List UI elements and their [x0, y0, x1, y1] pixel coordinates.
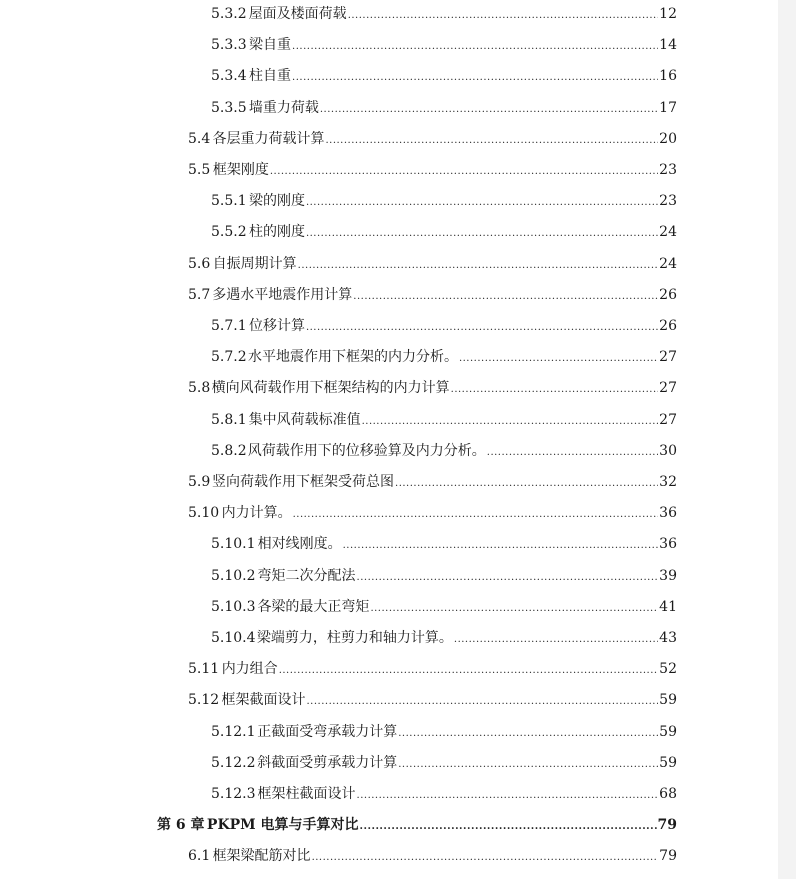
toc-entry-dot-leader — [343, 532, 659, 558]
toc-entry-title: 多遇水平地震作用计算 — [212, 286, 353, 303]
toc-entry[interactable] — [211, 33, 677, 57]
toc-entry-dot-leader — [353, 283, 658, 309]
toc-entry-dot-leader — [395, 470, 658, 496]
toc-entry-title: 横向风荷载作用下框架结构的内力计算 — [211, 380, 450, 397]
toc-entry-page-number: 36 — [659, 505, 677, 522]
toc-entry-page-number: 43 — [659, 630, 677, 646]
toc-entry-dot-leader — [370, 595, 658, 621]
toc-entry-page-number: 16 — [659, 68, 677, 85]
toc-entry-page-number: 26 — [659, 318, 677, 334]
toc-entry[interactable] — [211, 720, 677, 744]
toc-entry[interactable] — [211, 782, 677, 806]
toc-entry-title: PKPM 电算与手算对比 — [206, 817, 359, 834]
toc-entry-dot-leader — [279, 657, 658, 683]
toc-entry-page-number: 59 — [659, 723, 677, 740]
toc-entry-number: 5.3.4 — [211, 68, 247, 85]
toc-entry-dot-leader — [270, 158, 658, 184]
toc-entry-page-number: 41 — [659, 598, 677, 615]
toc-entry-number: 5.5.2 — [211, 224, 247, 241]
toc-entry[interactable] — [211, 408, 677, 432]
toc-entry-number: 5.8.2 — [211, 442, 247, 459]
toc-entry-dot-leader — [293, 501, 659, 527]
toc-entry-number: 5.12.1 — [211, 723, 256, 740]
toc-entry-page-number: 32 — [659, 474, 677, 490]
toc-entry-dot-leader — [454, 626, 658, 652]
toc-entry-title: 斜截面受剪承载力计算 — [257, 754, 398, 771]
toc-entry-title: 自振周期计算 — [212, 255, 297, 272]
toc-entry-dot-leader — [312, 844, 659, 870]
toc-entry-number: 5.6 — [188, 255, 211, 272]
toc-entry-number: 5.7 — [188, 286, 211, 303]
toc-entry[interactable] — [211, 345, 677, 369]
toc-entry-page-number: 23 — [659, 193, 677, 210]
toc-entry[interactable] — [211, 189, 677, 213]
toc-entry-number: 5.10.3 — [211, 598, 256, 615]
toc-entry-page-number: 23 — [659, 162, 677, 178]
toc-entry-page-number: 79 — [659, 848, 677, 865]
toc-entry-number: 5.5.1 — [211, 193, 247, 210]
toc-entry-page-number: 27 — [659, 380, 677, 397]
toc-entry[interactable] — [188, 283, 677, 307]
toc-entry-page-number: 26 — [659, 286, 677, 303]
toc-entry-dot-leader — [357, 564, 659, 590]
toc-entry-dot-leader — [298, 252, 659, 278]
toc-entry[interactable] — [188, 657, 677, 681]
toc-entry-dot-leader — [398, 720, 658, 746]
toc-entry[interactable] — [188, 470, 677, 494]
toc-entry-number: 5.3.3 — [211, 37, 247, 54]
toc-entry-number: 5.8 — [188, 380, 211, 397]
toc-entry-number: 第 6 章 — [157, 817, 205, 834]
toc-entry[interactable] — [188, 127, 677, 151]
viewer-margin — [778, 0, 796, 879]
toc-entry-title: 框架截面设计 — [221, 692, 306, 709]
toc-entry-number: 5.7.1 — [211, 318, 247, 334]
toc-entry-title: 竖向荷载作用下框架受荷总图 — [212, 474, 395, 490]
toc-entry-title: 风荷载作用下的位移验算及内力分析。 — [247, 442, 486, 459]
toc-entry[interactable] — [211, 2, 677, 26]
toc-entry-title: 墙重力荷载 — [248, 99, 319, 116]
toc-entry-number: 5.12 — [188, 692, 220, 709]
toc-entry-title: 柱自重 — [249, 68, 292, 85]
toc-entry-page-number: 27 — [659, 411, 677, 428]
toc-entry-number: 6.1 — [188, 848, 211, 865]
toc-entry-page-number: 79 — [657, 817, 677, 834]
toc-entry[interactable] — [188, 376, 677, 400]
toc-entry-title: 相对线刚度。 — [257, 536, 342, 553]
toc-entry-number: 5.3.2 — [211, 6, 247, 22]
toc-entry-page-number: 39 — [659, 567, 677, 584]
toc-entry-dot-leader — [360, 813, 657, 839]
toc-entry-number: 5.11 — [188, 661, 220, 678]
toc-entry-number: 5.10.2 — [211, 567, 256, 584]
toc-entry-number: 5.9 — [188, 474, 211, 490]
toc-entry-title: 梁自重 — [249, 37, 292, 54]
toc-entry-page-number: 30 — [659, 442, 677, 459]
toc-entry-dot-leader — [459, 345, 658, 371]
toc-entry-page-number: 27 — [659, 349, 677, 366]
toc-entry-page-number: 52 — [659, 661, 677, 678]
toc-entry-title: 梁端剪力，柱剪力和轴力计算。 — [256, 630, 453, 646]
toc-entry[interactable] — [211, 64, 677, 88]
toc-entry[interactable] — [211, 595, 677, 619]
toc-entry[interactable] — [188, 844, 677, 868]
toc-entry[interactable] — [211, 314, 677, 338]
toc-entry-title: 内力计算。 — [221, 505, 292, 522]
toc-entry[interactable] — [211, 220, 677, 244]
toc-entry-dot-leader — [307, 688, 659, 714]
toc-entry-title: 梁的刚度 — [248, 193, 305, 210]
toc-entry-dot-leader — [487, 439, 658, 465]
toc-entry-title: 弯矩二次分配法 — [257, 567, 356, 584]
toc-entry-dot-leader — [348, 2, 658, 28]
toc-entry[interactable] — [188, 158, 677, 182]
toc-entry-dot-leader — [292, 64, 658, 90]
toc-entry-title: 框架梁配筋对比 — [212, 848, 311, 865]
toc-entry-dot-leader — [398, 751, 658, 777]
toc-entry-page-number: 24 — [659, 224, 677, 241]
toc-entry[interactable] — [211, 751, 677, 775]
toc-entry-number: 5.5 — [188, 162, 211, 178]
toc-entry[interactable] — [211, 532, 677, 556]
toc-entry-number: 5.3.5 — [211, 99, 247, 116]
toc-entry-page-number: 59 — [659, 754, 677, 771]
toc-entry[interactable] — [211, 96, 677, 120]
toc-entry-title: 位移计算 — [248, 318, 305, 334]
toc-entry-number: 5.12.2 — [211, 754, 256, 771]
toc-entry-dot-leader — [357, 782, 659, 808]
toc-entry[interactable] — [188, 688, 677, 712]
toc-entry-page-number: 36 — [659, 536, 677, 553]
toc-entry-title: 水平地震作用下框架的内力分析。 — [247, 349, 458, 366]
toc-entry-dot-leader — [292, 33, 658, 59]
toc-entry-title: 各梁的最大正弯矩 — [257, 598, 370, 615]
toc-entry-page-number: 12 — [659, 6, 677, 22]
toc-entry[interactable] — [157, 813, 677, 837]
toc-entry-number: 5.10.4 — [211, 630, 256, 646]
toc-entry-number: 5.4 — [188, 130, 211, 147]
toc-entry-dot-leader — [306, 314, 658, 340]
toc-entry-page-number: 24 — [659, 255, 677, 272]
toc-entry[interactable] — [188, 252, 677, 276]
toc-entry-dot-leader — [362, 408, 659, 434]
toc-entry-title: 集中风荷载标准值 — [248, 411, 361, 428]
toc-entry[interactable] — [188, 501, 677, 525]
toc-entry-page-number: 14 — [659, 37, 677, 54]
toc-entry-title: 各层重力荷载计算 — [212, 130, 325, 147]
toc-entry-dot-leader — [306, 220, 658, 246]
toc-entry-page-number: 68 — [659, 786, 677, 802]
toc-entry-page-number: 20 — [659, 130, 677, 147]
toc-entry-number: 5.7.2 — [211, 349, 247, 366]
toc-entry-number: 5.8.1 — [211, 411, 247, 428]
toc-entry-title: 框架刚度 — [212, 162, 269, 178]
toc-entry-page-number: 17 — [659, 99, 677, 116]
toc-entry[interactable] — [211, 564, 677, 588]
toc-entry-dot-leader — [325, 127, 658, 153]
toc-entry[interactable] — [211, 439, 677, 463]
toc-entry-number: 5.12.3 — [211, 786, 256, 802]
toc-entry-title: 屋面及楼面荷载 — [248, 6, 347, 22]
toc-entry-dot-leader — [320, 96, 658, 122]
toc-entry-number: 5.10 — [188, 505, 220, 522]
toc-entry-title: 正截面受弯承载力计算 — [257, 723, 398, 740]
toc-entry-dot-leader — [306, 189, 658, 215]
toc-entry-title: 柱的刚度 — [248, 224, 305, 241]
toc-entry-page-number: 59 — [659, 692, 677, 709]
toc-entry-title: 内力组合 — [221, 661, 278, 678]
toc-entry[interactable] — [211, 626, 677, 650]
toc-entry-number: 5.10.1 — [211, 536, 256, 553]
toc-entry-dot-leader — [451, 376, 659, 402]
toc-entry-title: 框架柱截面设计 — [257, 786, 356, 802]
